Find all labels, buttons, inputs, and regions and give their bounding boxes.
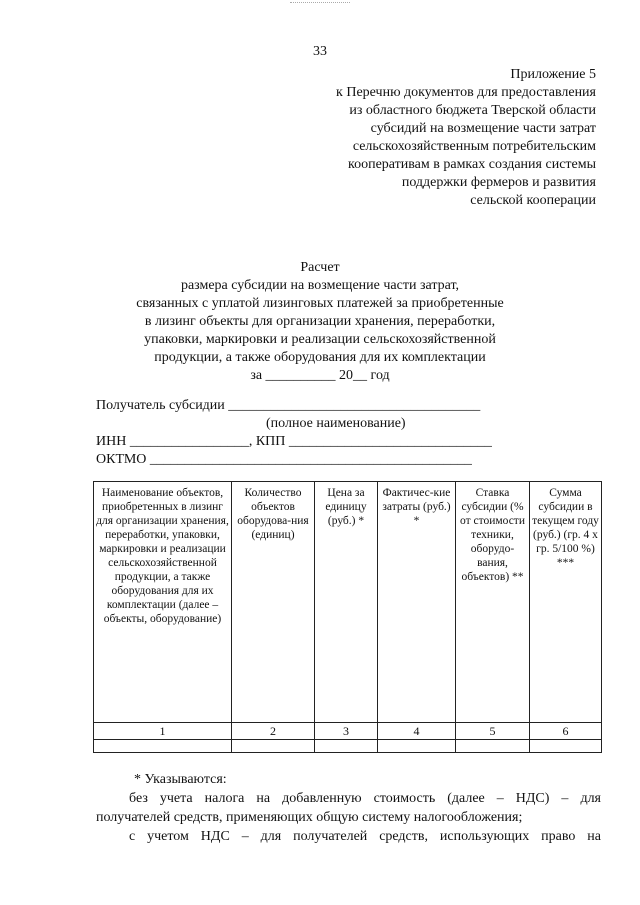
appendix-line: поддержки фермеров и развития	[401, 175, 596, 190]
title-line: упаковки, маркировки и реализации сельскохозяйственной	[144, 332, 496, 347]
table-cell	[456, 740, 530, 753]
column-number: 3	[315, 723, 378, 740]
title-line: продукции, а также оборудования для их комплектации	[154, 350, 486, 365]
appendix-line: Приложение 5	[510, 67, 596, 82]
document-title	[60, 259, 580, 385]
inn-kpp-field: ИНН _________________, КПП _____________________________	[96, 434, 492, 449]
recipient-hint: (полное наименование)	[266, 416, 406, 431]
title-line: Расчет	[300, 260, 340, 275]
table-cell	[94, 740, 232, 753]
header-cell-subsidy-rate: Ставка субсидии (% от стоимости техники, оборудо-вания, объектов) **	[456, 482, 530, 723]
header-cell-quantity: Количество объектов оборудова-ния (единиц)	[232, 482, 315, 723]
column-number: 6	[530, 723, 602, 740]
footnotes	[96, 770, 601, 846]
appendix-line: сельскохозяйственным потребительским	[352, 139, 596, 154]
header-cell-subsidy-amount: Сумма субсидии в текущем году (руб.) (гр. 4 х гр. 5/100 %) ***	[530, 482, 602, 723]
header-cell-unit-price: Цена за единицу (руб.) *	[315, 482, 378, 723]
footnote-text: получателей средств, применяющих общую систему налогообложения;	[96, 810, 523, 825]
footnote-text: без учета налога на добавленную стоимость (далее – НДС) – для	[129, 791, 601, 806]
recipient-fields	[96, 397, 576, 469]
appendix-line: из областного бюджета Тверской области	[349, 103, 596, 118]
appendix-header	[276, 66, 596, 210]
column-number: 2	[232, 723, 315, 740]
appendix-line: сельской кооперации	[470, 193, 596, 208]
appendix-line: субсидий на возмещение части затрат	[370, 121, 596, 136]
title-line: связанных с уплатой лизинговых платежей за приобретенные	[136, 296, 504, 311]
appendix-line: к Перечню документов для предоставления	[336, 85, 596, 100]
oktmo-field: ОКТМО ______________________________________________	[96, 452, 472, 467]
title-period-line: за __________ 20__ год	[250, 368, 390, 383]
title-line: размера субсидии на возмещение части затрат,	[180, 278, 460, 293]
column-number: 1	[94, 723, 232, 740]
footnote-heading: * Указываются:	[134, 772, 227, 787]
page-number: 33	[313, 44, 327, 59]
recipient-field: Получатель субсидии ____________________________________	[96, 398, 481, 413]
table-empty-row	[94, 740, 602, 753]
column-number: 4	[378, 723, 456, 740]
footnote-text: с учетом НДС – для получателей средств, использующих право на	[129, 829, 601, 844]
header-cell-actual-costs: Фактичес-кие затраты (руб.) *	[378, 482, 456, 723]
table-cell	[232, 740, 315, 753]
header-cell-objects: Наименование объектов, приобретенных в лизинг для организации хранения, переработки, упаковки, маркировки и реализации сельскохозяйственной продукции, а также оборудования для их комплектации (далее – объекты, оборудование)	[94, 482, 232, 723]
table-header-row	[94, 482, 602, 723]
table-number-row	[94, 723, 602, 740]
title-line: в лизинг объекты для организации хранения, переработки,	[144, 314, 496, 329]
table-cell	[378, 740, 456, 753]
appendix-line: кооперативам в рамках создания системы	[347, 157, 596, 172]
column-number: 5	[456, 723, 530, 740]
scan-artifact	[290, 2, 350, 5]
table-cell	[530, 740, 602, 753]
table-cell	[315, 740, 378, 753]
subsidy-table	[93, 481, 602, 753]
